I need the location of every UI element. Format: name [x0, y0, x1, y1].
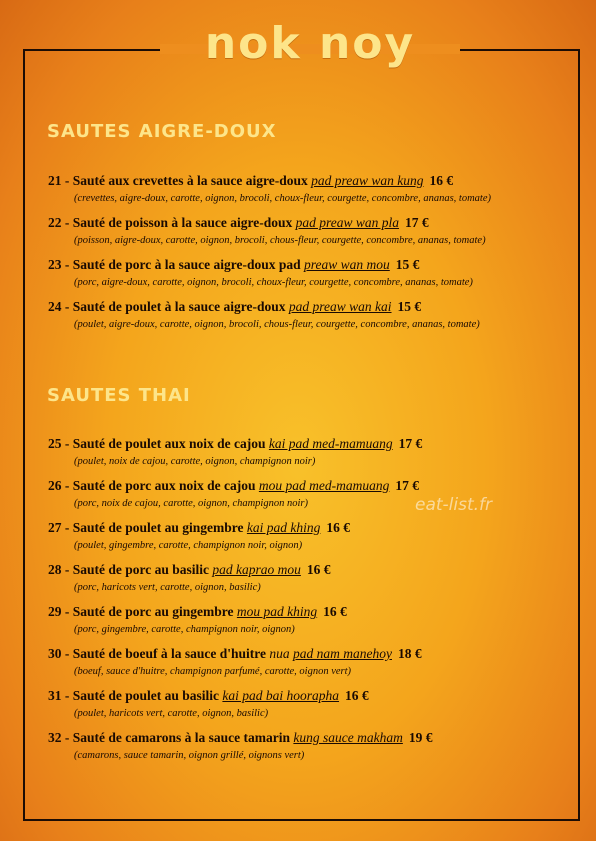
menu-item-title-line: 27 - Sauté de poulet au gingembre kai pad khing 16 € [48, 520, 351, 535]
item-name: Sauté de porc au gingembre [72, 604, 234, 619]
item-description: (porc, gingembre, carotte, champignon noir, oignon) [74, 624, 295, 635]
item-number: 31 [48, 688, 62, 703]
menu-section-thai [48, 434, 578, 770]
item-name: Sauté de porc à la sauce aigre-doux pad [72, 257, 301, 272]
item-price: 16 € [326, 520, 351, 535]
item-thai-name: kung sauce makham [293, 730, 403, 745]
item-number: 28 [48, 562, 62, 577]
menu-item [48, 476, 578, 512]
section-title-aigre-doux: SAUTES AIGRE-DOUX [47, 121, 277, 142]
item-name: Sauté de poulet à la sauce aigre-doux [72, 299, 286, 314]
item-thai-name: pad preaw wan pla [295, 215, 400, 230]
item-price: 15 € [397, 299, 422, 314]
item-name: Sauté de camarons à la sauce tamarin [72, 730, 290, 745]
menu-item [48, 213, 578, 249]
menu-item [48, 602, 578, 638]
menu-item-title-line: 29 - Sauté de porc au gingembre mou pad khing 16 € [48, 604, 347, 619]
menu-item-title-line: 26 - Sauté de porc aux noix de cajou mou pad med-mamuang 17 € [48, 478, 420, 493]
item-number: 32 [48, 730, 62, 745]
item-number: 22 [48, 215, 62, 230]
menu-item-title-line: 24 - Sauté de poulet à la sauce aigre-doux pad preaw wan kai 15 € [48, 299, 422, 314]
item-name: Sauté de poisson à la sauce aigre-doux [72, 215, 293, 230]
item-price: 16 € [345, 688, 369, 703]
menu-item [48, 728, 578, 764]
item-description: (porc, noix de cajou, carotte, oignon, champignon noir) [74, 498, 308, 509]
item-description: (crevettes, aigre-doux, carotte, oignon, brocoli, choux-fleur, courgette, concombre, ananas, tomate) [74, 193, 491, 204]
item-thai-name: pad kaprao mou [212, 562, 301, 577]
item-thai-name: kai pad khing [246, 520, 321, 535]
item-description: (poulet, gingembre, carotte, champignon noir, oignon) [74, 540, 303, 551]
item-thai-name: mou pad khing [236, 604, 318, 619]
item-number: 26 [48, 478, 62, 493]
item-price: 19 € [408, 730, 433, 745]
item-name: Sauté de poulet au basilic [72, 688, 220, 703]
menu-item [48, 686, 578, 722]
menu-item [48, 644, 578, 680]
menu-item-title-line: 22 - Sauté de poisson à la sauce aigre-doux pad preaw wan pla 17 € [48, 215, 429, 230]
item-number: 23 [48, 257, 62, 272]
item-price: 16 € [429, 173, 454, 188]
item-description: (boeuf, sauce d'huitre, champignon parfumé, carotte, oignon vert) [74, 666, 352, 677]
item-description: (porc, haricots vert, carotte, oignon, basilic) [74, 582, 261, 593]
menu-item [48, 560, 578, 596]
item-number: 25 [48, 436, 62, 451]
item-price: 16 € [323, 604, 347, 619]
item-thai-name: mou pad med-mamuang [258, 478, 390, 493]
item-description: (poulet, haricots vert, carotte, oignon, basilic) [74, 708, 269, 719]
watermark: eat-list.fr [415, 495, 493, 515]
item-description: (camarons, sauce tamarin, oignon grillé, oignons vert) [74, 750, 305, 761]
item-price: 15 € [395, 257, 420, 272]
item-name: Sauté de poulet aux noix de cajou [72, 436, 266, 451]
item-number: 30 [48, 646, 62, 661]
item-thai-name: pad nam manehoy [293, 646, 392, 661]
item-price: 18 € [398, 646, 422, 661]
item-thai-name: pad preaw wan kai [288, 299, 392, 314]
item-thai-name: kai pad bai hoorapha [222, 688, 340, 703]
menu-item [48, 255, 578, 291]
item-description: (poulet, noix de cajou, carotte, oignon, champignon noir) [74, 456, 316, 467]
menu-item-title-line: 30 - Sauté de boeuf à la sauce d'huitre nua pad nam manehoy 18 € [48, 646, 422, 661]
menu-item-title-line: 25 - Sauté de poulet aux noix de cajou kai pad med-mamuang 17 € [48, 436, 423, 451]
menu-section-aigre-doux [48, 171, 578, 339]
item-description: (poisson, aigre-doux, carotte, oignon, brocoli, chous-fleur, courgette, concombre, ananas, tomate) [74, 235, 486, 246]
restaurant-logo: nok noy [204, 18, 416, 69]
item-name: Sauté de poulet au gingembre [72, 520, 244, 535]
item-price: 17 € [398, 436, 423, 451]
item-thai-name: kai pad med-mamuang [268, 436, 393, 451]
item-thai-prefix: nua [269, 646, 290, 661]
menu-item-title-line: 23 - Sauté de porc à la sauce aigre-doux pad preaw wan mou 15 € [48, 257, 420, 272]
section-title-thai: SAUTES THAI [47, 385, 191, 406]
item-thai-name: pad preaw wan kung [311, 173, 424, 188]
menu-item-title-line: 31 - Sauté de poulet au basilic kai pad bai hoorapha 16 € [48, 688, 369, 703]
item-description: (porc, aigre-doux, carotte, oignon, brocoli, choux-fleur, courgette, concombre, ananas, tomate) [74, 277, 473, 288]
item-number: 24 [48, 299, 62, 314]
item-name: Sauté de boeuf à la sauce d'huitre [72, 646, 267, 661]
item-thai-name: preaw wan mou [304, 257, 390, 272]
menu-item-title-line: 21 - Sauté aux crevettes à la sauce aigre-doux pad preaw wan kung 16 € [48, 173, 454, 188]
item-name: Sauté aux crevettes à la sauce aigre-doux [72, 173, 308, 188]
item-name: Sauté de porc au basilic [72, 562, 210, 577]
item-number: 27 [48, 520, 62, 535]
item-price: 17 € [395, 478, 420, 493]
item-number: 21 [48, 173, 62, 188]
item-name: Sauté de porc aux noix de cajou [72, 478, 256, 493]
menu-item [48, 434, 578, 470]
item-price: 17 € [405, 215, 429, 230]
menu-item-title-line: 32 - Sauté de camarons à la sauce tamarin kung sauce makham 19 € [48, 730, 433, 745]
item-description: (poulet, aigre-doux, carotte, oignon, brocoli, chous-fleur, courgette, concombre, ananas, tomate) [74, 319, 480, 330]
menu-item [48, 297, 578, 333]
menu-item [48, 171, 578, 207]
item-number: 29 [48, 604, 62, 619]
menu-item [48, 518, 578, 554]
menu-item-title-line: 28 - Sauté de porc au basilic pad kaprao mou 16 € [48, 562, 331, 577]
item-price: 16 € [306, 562, 331, 577]
